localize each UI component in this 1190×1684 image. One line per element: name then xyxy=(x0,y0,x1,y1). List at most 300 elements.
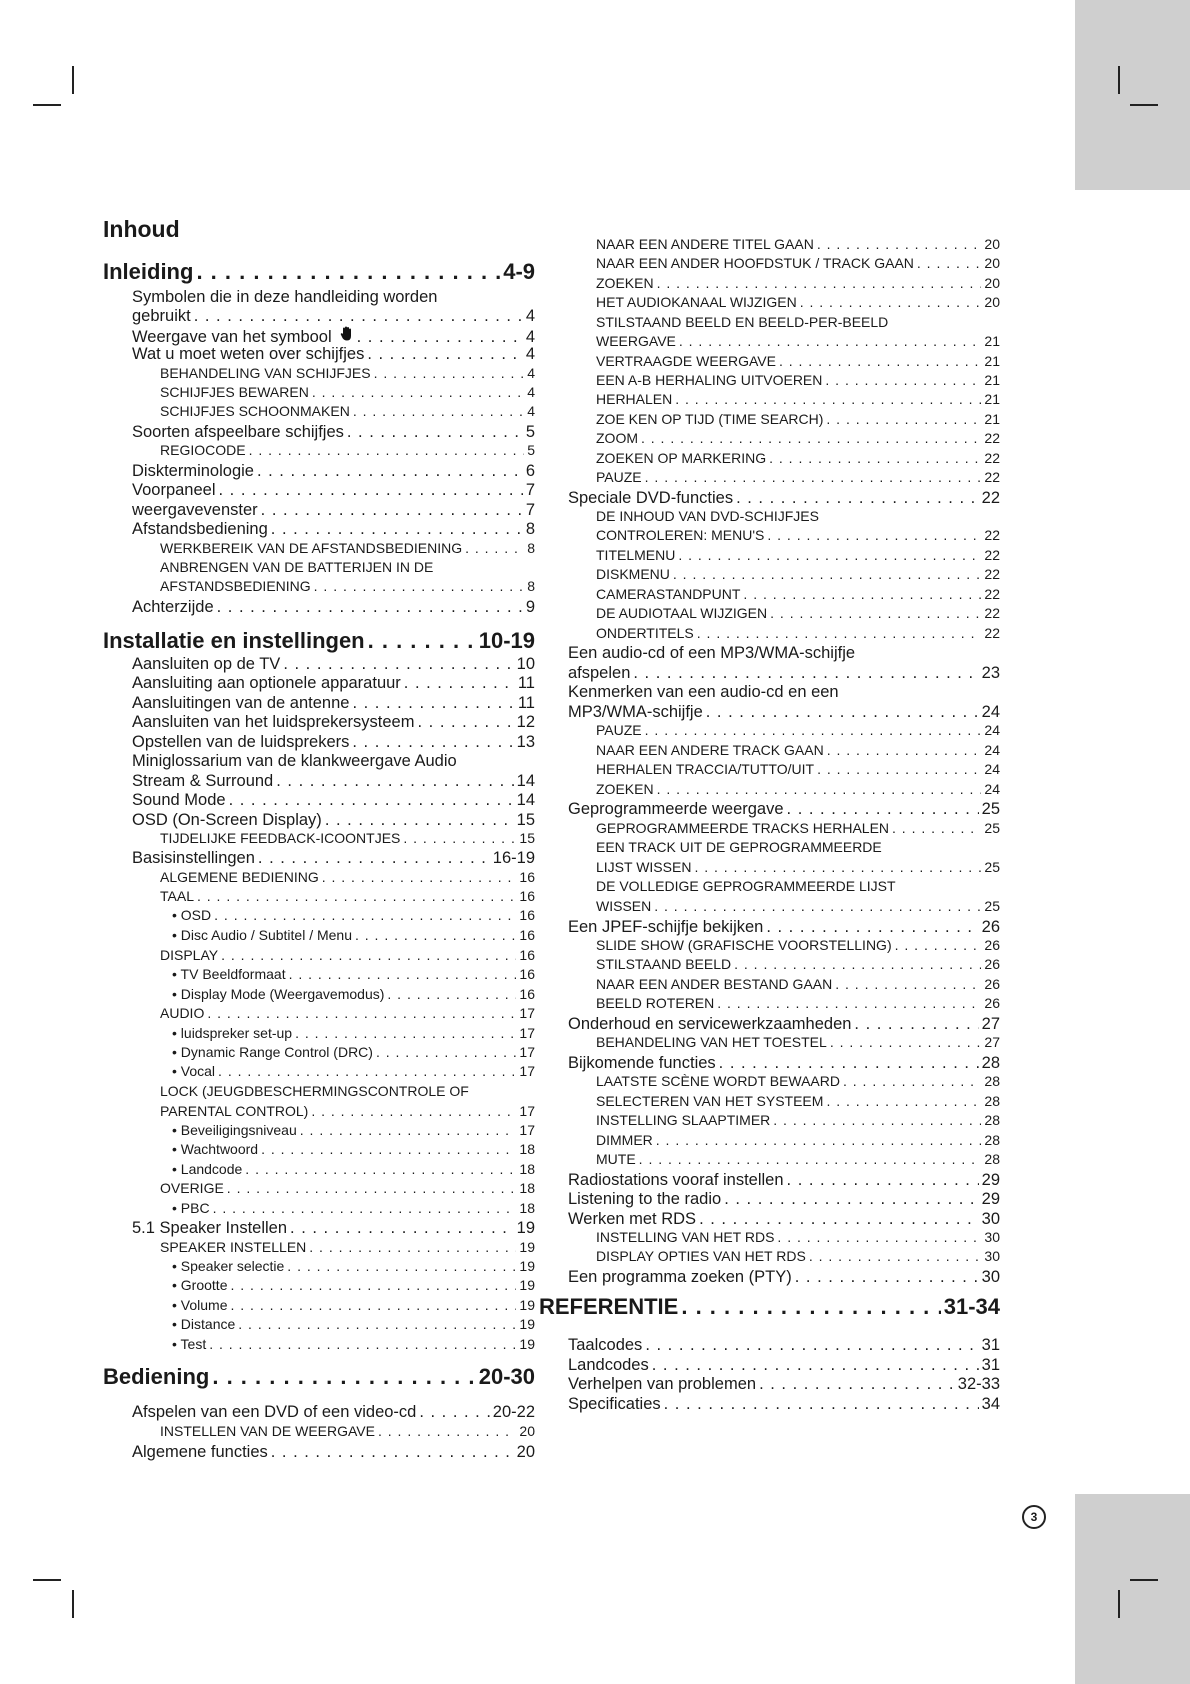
toc-entry-page: 16 xyxy=(519,966,535,982)
toc-entry xyxy=(596,353,1000,369)
toc-entry-continued: DE VOLLEDIGE GEPROGRAMMEERDE LIJST xyxy=(596,878,896,894)
toc-entry xyxy=(132,307,535,326)
toc-entry-page: 22 xyxy=(984,547,1000,563)
toc-entry xyxy=(132,1403,535,1422)
toc-entry-label: LIJST WISSEN xyxy=(596,859,692,875)
dot-leader xyxy=(231,1297,517,1313)
toc-entry-page: 5 xyxy=(525,423,535,441)
toc-entry-page: 19 xyxy=(519,1277,535,1293)
toc-entry xyxy=(596,1151,1000,1167)
toc-entry-page: 25 xyxy=(984,859,1000,875)
toc-entry xyxy=(596,411,1000,427)
toc-entry xyxy=(172,1044,535,1060)
dot-leader xyxy=(843,1073,981,1089)
toc-entry-page: 27 xyxy=(981,1015,1000,1033)
dot-leader xyxy=(322,869,517,885)
toc-entry-label: SELECTEREN VAN HET SYSTEEM xyxy=(596,1093,824,1109)
toc-entry-page: 19 xyxy=(519,1316,535,1332)
toc-entry-page: 16 xyxy=(519,986,535,1002)
dot-leader xyxy=(249,442,525,458)
toc-entry-page: 16-19 xyxy=(492,849,535,867)
toc-entry-label: Wat u moet weten over schijfjes xyxy=(132,345,365,363)
dot-leader xyxy=(367,345,522,364)
dot-leader xyxy=(675,391,981,407)
toc-entry-label: Bijkomende functies xyxy=(568,1054,716,1072)
toc-entry-label: BEHANDELING VAN HET TOESTEL xyxy=(596,1034,827,1050)
toc-entry-label: HERHALEN TRACCIA/TUTTO/UIT xyxy=(596,761,815,777)
toc-entry xyxy=(596,1112,1000,1128)
dot-leader xyxy=(767,527,981,543)
dot-leader xyxy=(697,625,982,641)
toc-entry-continued: LOCK (JEUGDBESCHERMINGSCONTROLE OF xyxy=(160,1083,469,1099)
toc-entry xyxy=(596,450,1000,466)
toc-entry-page: 4 xyxy=(527,403,535,419)
toc-entry-label: Algemene functies xyxy=(132,1443,268,1461)
dot-leader xyxy=(229,791,514,810)
toc-entry xyxy=(172,1297,535,1313)
toc-entry-page: 10-19 xyxy=(478,628,535,653)
toc-entry-page: 4-9 xyxy=(503,259,535,284)
toc-entry-page: 30 xyxy=(981,1210,1000,1228)
toc-entry xyxy=(172,1316,535,1332)
dot-leader xyxy=(835,976,981,992)
dot-leader xyxy=(678,547,981,563)
dot-leader xyxy=(238,1316,516,1332)
toc-entry-label: Inleiding xyxy=(103,259,194,284)
dot-leader xyxy=(664,1395,979,1414)
dot-leader xyxy=(245,1161,516,1177)
toc-entry xyxy=(596,294,1000,310)
toc-entry xyxy=(132,345,535,364)
toc-entry-page: 18 xyxy=(519,1180,535,1196)
dot-leader xyxy=(271,1443,514,1462)
dot-leader xyxy=(227,1180,517,1196)
dot-leader xyxy=(283,655,513,674)
toc-entry xyxy=(172,1161,535,1177)
toc-entry xyxy=(596,236,1000,252)
toc-entry-page: 20 xyxy=(984,236,1000,252)
toc-entry-page: 16 xyxy=(519,947,535,963)
toc-entry-page: 4 xyxy=(525,307,535,325)
dot-leader xyxy=(645,722,982,738)
toc-entry-label: Afstandsbediening xyxy=(132,520,268,538)
toc-entry-label: Werken met RDS xyxy=(568,1210,697,1228)
toc-entry-label: Landcodes xyxy=(568,1356,649,1374)
toc-entry-label: Specificaties xyxy=(568,1395,661,1413)
toc-entry xyxy=(172,966,535,982)
dot-leader xyxy=(374,365,525,381)
toc-entry-page: 22 xyxy=(984,469,1000,485)
toc-entry-page: 26 xyxy=(984,956,1000,972)
toc-entry-page: 30 xyxy=(984,1248,1000,1264)
toc-entry-page: 7 xyxy=(525,481,535,499)
toc-entry-page: 12 xyxy=(516,713,535,731)
dot-leader xyxy=(777,1229,981,1245)
toc-entry-label: • Distance xyxy=(172,1316,236,1332)
dot-leader xyxy=(465,540,524,556)
toc-entry-label: • luidspreker set-up xyxy=(172,1025,293,1041)
toc-entry xyxy=(160,403,535,419)
toc-entry-page: 25 xyxy=(984,898,1000,914)
toc-entry xyxy=(172,1063,535,1079)
toc-entry xyxy=(596,1229,1000,1245)
toc-entry-continued: ANBRENGEN VAN DE BATTERIJEN IN DE xyxy=(160,559,434,575)
toc-entry-page: 28 xyxy=(984,1151,1000,1167)
toc-entry xyxy=(132,423,535,442)
dot-leader xyxy=(212,1364,475,1390)
dot-leader xyxy=(197,888,516,904)
toc-entry-page: 22 xyxy=(981,489,1000,507)
toc-entry xyxy=(172,907,535,923)
toc-entry xyxy=(568,1171,1000,1190)
dot-leader xyxy=(404,674,515,693)
dot-leader xyxy=(830,1034,982,1050)
toc-entry-page: 19 xyxy=(519,1239,535,1255)
toc-entry-label: ALGEMENE BEDIENING xyxy=(160,869,319,885)
toc-entry-page: 14 xyxy=(516,791,535,809)
toc-entry-page: 22 xyxy=(984,566,1000,582)
toc-entry-label: REFERENTIE xyxy=(539,1294,679,1319)
toc-section-heading xyxy=(103,1364,535,1390)
toc-entry-label: CONTROLEREN: MENU'S xyxy=(596,527,765,543)
dot-leader xyxy=(657,781,982,797)
toc-entry-label: • TV Beeldformaat xyxy=(172,966,286,982)
dot-leader xyxy=(209,1336,516,1352)
toc-entry xyxy=(596,761,1000,777)
toc-entry-page: 15 xyxy=(516,811,535,829)
toc-entry-page: 28 xyxy=(981,1054,1000,1072)
toc-entry xyxy=(160,830,535,846)
toc-entry-page: 19 xyxy=(516,1219,535,1237)
dot-leader xyxy=(261,1141,516,1157)
toc-entry-label: WERKBEREIK VAN DE AFSTANDSBEDIENING xyxy=(160,540,463,556)
toc-entry-label: Verhelpen van problemen xyxy=(568,1375,757,1393)
toc-entry-label: Basisinstellingen xyxy=(132,849,255,867)
toc-entry xyxy=(132,733,535,752)
dot-leader xyxy=(309,1239,516,1255)
dot-leader xyxy=(230,1277,516,1293)
toc-entry xyxy=(172,1025,535,1041)
toc-entry-page: 4 xyxy=(527,365,535,381)
toc-entry-page: 4 xyxy=(525,345,535,363)
toc-entry-page: 21 xyxy=(984,333,1000,349)
dot-leader xyxy=(817,236,982,252)
toc-entry xyxy=(568,1268,1000,1287)
dot-leader xyxy=(743,586,981,602)
toc-entry xyxy=(596,995,1000,1011)
toc-entry xyxy=(596,859,1000,875)
dot-leader xyxy=(355,927,516,943)
toc-entry-label: • Speaker selectie xyxy=(172,1258,285,1274)
toc-entry-label: Speciale DVD-functies xyxy=(568,489,734,507)
toc-entry xyxy=(596,566,1000,582)
toc-entry-page: 4 xyxy=(527,384,535,400)
toc-entry-label: • Wachtwoord xyxy=(172,1141,259,1157)
dot-leader xyxy=(217,598,523,617)
toc-entry-page: 31 xyxy=(981,1336,1000,1354)
toc-section-heading xyxy=(103,628,535,654)
dot-leader xyxy=(403,830,516,846)
dot-leader xyxy=(736,489,979,508)
toc-entry-label: Geprogrammeerde weergave xyxy=(568,800,784,818)
toc-entry xyxy=(596,722,1000,738)
toc-section-heading xyxy=(539,1294,1000,1320)
toc-entry-page: 24 xyxy=(984,781,1000,797)
toc-entry xyxy=(132,520,535,539)
toc-entry-label: SCHIJFJES SCHOONMAKEN xyxy=(160,403,350,419)
dot-leader xyxy=(645,1336,978,1355)
toc-entry-page: 23 xyxy=(981,664,1000,682)
toc-entry xyxy=(596,605,1000,621)
dot-leader xyxy=(261,501,523,520)
toc-entry-label: • Landcode xyxy=(172,1161,243,1177)
toc-entry xyxy=(596,820,1000,836)
toc-entry-continued: EEN TRACK UIT DE GEPROGRAMMEERDE xyxy=(596,839,882,855)
toc-entry xyxy=(596,391,1000,407)
toc-entry-label: Onderhoud en servicewerkzaamheden xyxy=(568,1015,852,1033)
toc-entry-page: 20-22 xyxy=(492,1403,535,1421)
toc-entry-label: PAUZE xyxy=(596,722,642,738)
toc-entry xyxy=(160,1239,535,1255)
toc-entry-continued: Kenmerken van een audio-cd en een xyxy=(568,683,839,701)
toc-entry-page: 30 xyxy=(984,1229,1000,1245)
dot-leader xyxy=(706,703,979,722)
toc-entry-label: NAAR EEN ANDER HOOFDSTUK / TRACK GAAN xyxy=(596,255,914,271)
toc-entry-page: 20 xyxy=(516,1443,535,1461)
toc-entry xyxy=(596,742,1000,758)
toc-entry-page: 18 xyxy=(519,1200,535,1216)
toc-entry-label: • Volume xyxy=(172,1297,228,1313)
dot-leader xyxy=(378,1423,516,1439)
dot-leader xyxy=(766,918,978,937)
toc-entry xyxy=(568,1210,1000,1229)
crop-mark xyxy=(1118,1590,1120,1618)
toc-entry xyxy=(596,586,1000,602)
toc-entry-label: Diskterminologie xyxy=(132,462,254,480)
dot-leader xyxy=(895,937,982,953)
toc-entry-label: ZOOM xyxy=(596,430,638,446)
dot-leader xyxy=(368,628,476,654)
toc-entry-page: 26 xyxy=(984,995,1000,1011)
toc-entry xyxy=(160,442,535,458)
toc-entry xyxy=(132,791,535,810)
toc-entry-page: 31-34 xyxy=(943,1294,1000,1319)
toc-entry-label: Opstellen van de luidsprekers xyxy=(132,733,350,751)
hand-icon xyxy=(340,326,354,342)
toc-entry-label: Voorpaneel xyxy=(132,481,216,499)
toc-entry-label: • Display Mode (Weergavemodus) xyxy=(172,986,385,1002)
toc-entry xyxy=(172,986,535,1002)
toc-entry-page: 7 xyxy=(525,501,535,519)
toc-entry-label: ONDERTITELS xyxy=(596,625,694,641)
toc-entry-page: 20 xyxy=(984,275,1000,291)
toc-entry-label: Sound Mode xyxy=(132,791,226,809)
toc-entry xyxy=(132,481,535,500)
toc-entry-continued: Een audio-cd of een MP3/WMA-schijfje xyxy=(568,644,856,662)
toc-entry xyxy=(568,800,1000,819)
toc-entry xyxy=(596,781,1000,797)
dot-leader xyxy=(652,1356,979,1375)
toc-entry-page: 24 xyxy=(984,761,1000,777)
toc-entry-label: Afspelen van een DVD of een video-cd xyxy=(132,1403,417,1421)
dot-leader xyxy=(287,1258,516,1274)
crop-mark xyxy=(1130,1579,1158,1581)
toc-entry xyxy=(596,1093,1000,1109)
toc-entry xyxy=(596,1248,1000,1264)
toc-entry-label: • PBC xyxy=(172,1200,210,1216)
toc-entry xyxy=(160,1103,535,1119)
dot-leader xyxy=(673,566,982,582)
toc-entry-page: 22 xyxy=(984,527,1000,543)
toc-entry-label: gebruikt xyxy=(132,307,191,325)
toc-entry-label: NAAR EEN ANDERE TRACK GAAN xyxy=(596,742,824,758)
dot-leader xyxy=(759,1375,955,1394)
toc-entry-continued: Symbolen die in deze handleiding worden xyxy=(132,288,438,306)
toc-entry xyxy=(596,430,1000,446)
toc-entry-label: LAATSTE SCÈNE WORDT BEWAARD xyxy=(596,1073,840,1089)
toc-entry xyxy=(596,1073,1000,1089)
toc-entry-page: 14 xyxy=(516,772,535,790)
dot-leader xyxy=(679,333,982,349)
toc-entry xyxy=(596,976,1000,992)
toc-entry-label: ZOEKEN xyxy=(596,275,654,291)
toc-section-heading xyxy=(103,259,535,285)
toc-entry-label: Stream & Surround xyxy=(132,772,274,790)
dot-leader xyxy=(417,713,513,732)
page-notch xyxy=(1075,190,1190,1494)
toc-entry-label: Achterzijde xyxy=(132,598,214,616)
toc-entry-label: Soorten afspeelbare schijfjes xyxy=(132,423,344,441)
toc-entry xyxy=(160,578,535,594)
toc-entry-page: 20-30 xyxy=(478,1364,535,1389)
toc-entry-page: 31 xyxy=(981,1356,1000,1374)
toc-entry-label: • Beveiligingsniveau xyxy=(172,1122,297,1138)
crop-mark xyxy=(72,1590,74,1618)
dot-leader xyxy=(290,1219,514,1238)
dot-leader xyxy=(795,1268,979,1287)
toc-entry-label: afspelen xyxy=(568,664,631,682)
dot-leader xyxy=(295,1025,516,1041)
toc-entry-continued: DE INHOUD VAN DVD-SCHIJFJES xyxy=(596,508,819,524)
toc-entry-label: INSTELLING VAN HET RDS xyxy=(596,1229,775,1245)
toc-entry xyxy=(568,703,1000,722)
toc-entry-page: 32-33 xyxy=(957,1375,1000,1393)
toc-entry-page: 8 xyxy=(525,520,535,538)
toc-entry xyxy=(568,664,1000,683)
dot-leader xyxy=(289,966,517,982)
toc-entry xyxy=(596,255,1000,271)
toc-entry-page: 17 xyxy=(519,1025,535,1041)
dot-leader xyxy=(214,907,516,923)
toc-entry xyxy=(596,333,1000,349)
toc-entry-continued: Miniglossarium van de klankweergave Audio xyxy=(132,752,457,770)
toc-entry xyxy=(160,869,535,885)
toc-entry xyxy=(160,888,535,904)
toc-entry xyxy=(132,501,535,520)
page-title: Inhoud xyxy=(103,216,180,242)
toc-entry-page: 9 xyxy=(525,598,535,616)
dot-leader xyxy=(769,450,981,466)
toc-entry-page: 6 xyxy=(525,462,535,480)
toc-entry-label: CAMERASTANDPUNT xyxy=(596,586,741,602)
toc-entry xyxy=(596,1034,1000,1050)
dot-leader xyxy=(826,1093,981,1109)
toc-entry-label: TAAL xyxy=(160,888,194,904)
toc-entry-label: WEERGAVE xyxy=(596,333,676,349)
dot-leader xyxy=(352,733,513,752)
dot-leader xyxy=(347,423,523,442)
toc-entry-label: VERTRAAGDE WEERGAVE xyxy=(596,353,776,369)
toc-entry-label: BEELD ROTEREN xyxy=(596,995,715,1011)
toc-entry-page: 21 xyxy=(984,353,1000,369)
toc-entry-label: AFSTANDSBEDIENING xyxy=(160,578,311,594)
toc-entry-label: Aansluiten op de TV xyxy=(132,655,281,673)
toc-entry-label: GEPROGRAMMEERDE TRACKS HERHALEN xyxy=(596,820,890,836)
toc-entry xyxy=(596,625,1000,641)
dot-leader xyxy=(779,353,981,369)
toc-entry-page: 34 xyxy=(981,1395,1000,1413)
dot-leader xyxy=(724,1190,978,1209)
dot-leader xyxy=(325,811,514,830)
toc-entry-page: 4 xyxy=(525,328,535,346)
toc-entry xyxy=(160,1005,535,1021)
dot-leader xyxy=(699,1210,979,1229)
toc-entry-label: NAAR EEN ANDERE TITEL GAAN xyxy=(596,236,814,252)
toc-entry xyxy=(568,1190,1000,1209)
toc-entry xyxy=(568,1015,1000,1034)
toc-entry-page: 11 xyxy=(517,694,535,712)
dot-leader xyxy=(770,605,981,621)
toc-entry-label: Weergave van het symbool xyxy=(132,328,332,346)
dot-leader xyxy=(221,947,516,963)
toc-entry xyxy=(596,898,1000,914)
toc-entry-label: DIMMER xyxy=(596,1132,653,1148)
toc-entry-page: 21 xyxy=(984,391,1000,407)
toc-entry-page: 29 xyxy=(981,1171,1000,1189)
toc-entry xyxy=(596,527,1000,543)
toc-entry-label: • Dynamic Range Control (DRC) xyxy=(172,1044,373,1060)
dot-leader xyxy=(311,1103,516,1119)
page-number-badge: 3 xyxy=(1022,1505,1046,1529)
toc-entry xyxy=(172,1141,535,1157)
toc-entry-label: SLIDE SHOW (GRAFISCHE VOORSTELLING) xyxy=(596,937,892,953)
toc-entry xyxy=(132,772,535,791)
dot-leader xyxy=(194,307,523,326)
toc-entry-page: 28 xyxy=(984,1073,1000,1089)
dot-leader xyxy=(641,430,981,446)
toc-entry-label: Taalcodes xyxy=(568,1336,643,1354)
toc-entry-label: PAUZE xyxy=(596,469,642,485)
toc-entry-page: 25 xyxy=(984,820,1000,836)
toc-entry-label: HERHALEN xyxy=(596,391,673,407)
toc-entry-label: MP3/WMA-schijfje xyxy=(568,703,703,721)
crop-mark xyxy=(1130,104,1158,106)
toc-entry xyxy=(596,956,1000,972)
toc-entry-label: Aansluiting aan optionele apparatuur xyxy=(132,674,401,692)
dot-leader xyxy=(825,372,981,388)
toc-entry-label: • Vocal xyxy=(172,1063,216,1079)
toc-entry-label: • Test xyxy=(172,1336,207,1352)
dot-leader xyxy=(656,1132,982,1148)
toc-entry xyxy=(596,372,1000,388)
toc-entry-label: ZOEKEN OP MARKERING xyxy=(596,450,767,466)
dot-leader xyxy=(826,411,981,427)
dot-leader xyxy=(353,403,524,419)
toc-entry-label: EEN A-B HERHALING UITVOEREN xyxy=(596,372,823,388)
toc-entry xyxy=(568,1054,1000,1073)
toc-entry xyxy=(132,598,535,617)
toc-entry-label: SPEAKER INSTELLEN xyxy=(160,1239,307,1255)
